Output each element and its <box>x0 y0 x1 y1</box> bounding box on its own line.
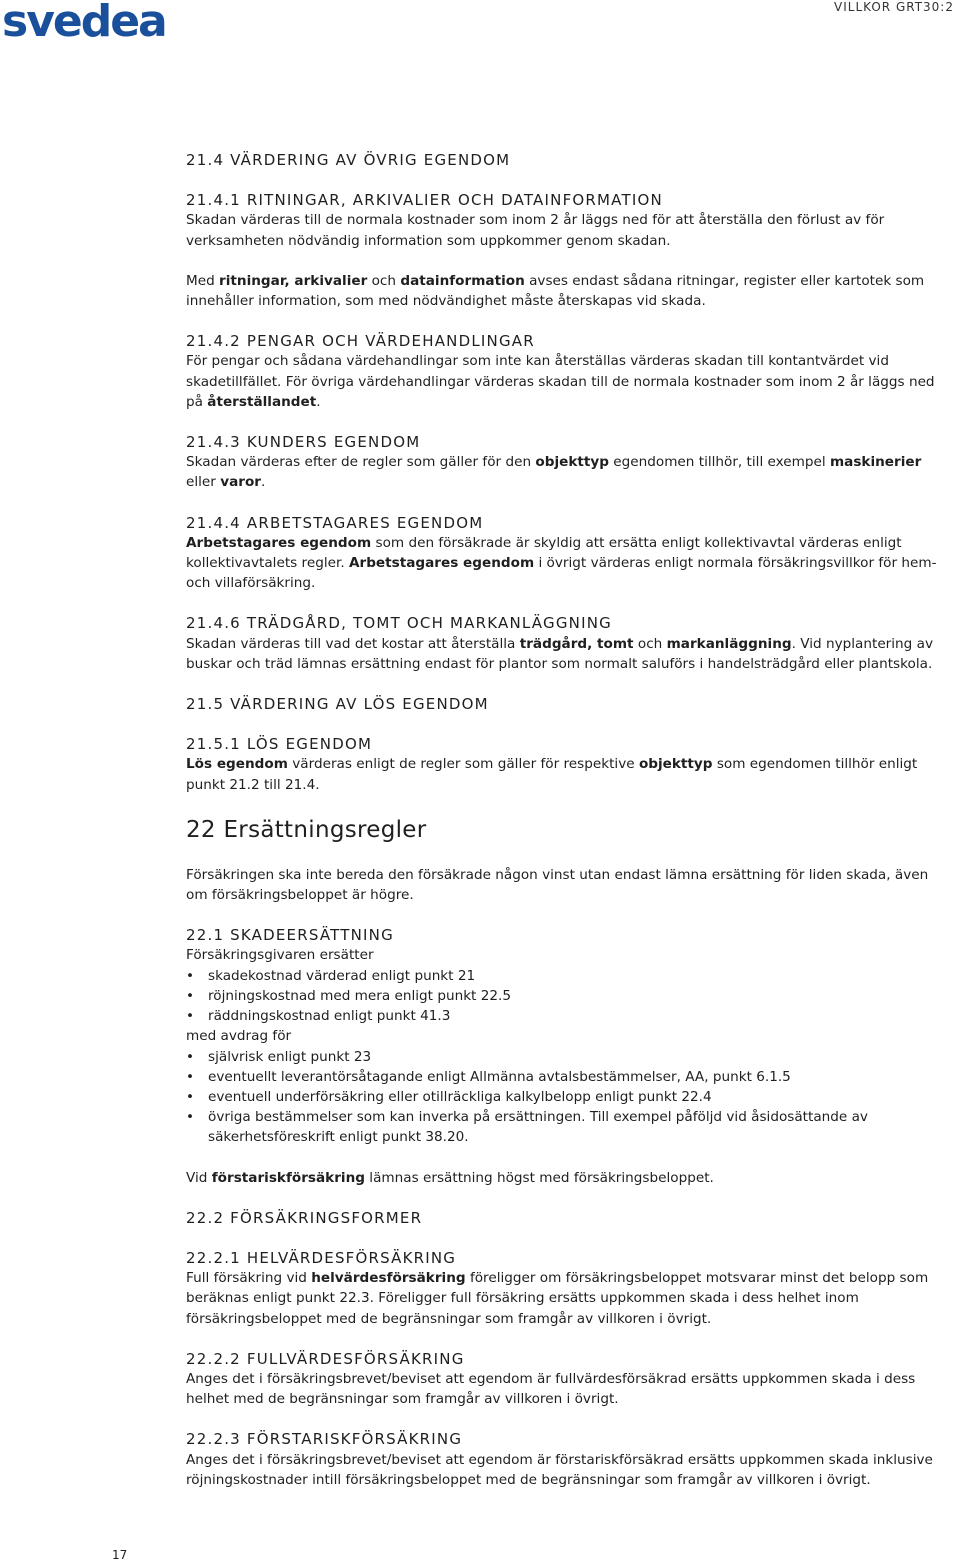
section-21-5 <box>186 694 946 714</box>
section-heading: 21.5.1 LÖS EGENDOM <box>186 735 373 754</box>
section-heading: 21.4.6 TRÄDGÅRD, TOMT OCH MARKANLÄGGNING <box>186 614 612 633</box>
section-heading: 22.2.3 FÖRSTARISKFÖRSÄKRING <box>186 1430 463 1449</box>
section-heading: 21.4.3 KUNDERS EGENDOM <box>186 433 421 452</box>
chapter-intro <box>186 865 946 905</box>
svedea-logo: svedea <box>2 0 166 47</box>
paragraph: Anges det i försäkringsbrevet/beviset att egendom är fullvärdesförsäkrad ersätts uppkommen skada i dess helhet med de begränsningar som framgår av villkoren i övrigt. <box>186 1370 916 1408</box>
paragraph: Skadan värderas till vad det kostar att återställa trädgård, tomt och markanläggning. Vid nyplantering av buskar och träd lämnas ersättning endast för plantor som normalt saluförs i handelsträdgård eller plantskola. <box>186 635 933 672</box>
paragraph: med avdrag för <box>186 1028 292 1045</box>
section-22-1 <box>186 925 946 1187</box>
list-item: • eventuell underförsäkring eller otillräckliga kalkylbelopp enligt punkt 22.4 <box>186 1087 946 1107</box>
paragraph: Skadan värderas efter de regler som gäller för den objekttyp egendomen tillhör, till exempel maskinerier eller varor. <box>186 454 922 491</box>
bullet-list <box>186 966 946 1027</box>
paragraph: Skadan värderas till de normala kostnader som inom 2 år läggs ned för att återställa den förlust av för verksamheten nödvändig information som uppkommer genom skadan. <box>186 212 885 249</box>
paragraph: Anges det i försäkringsbrevet/beviset att egendom är förstariskförsäkrad ersätts uppkommen skada inklusive röjningskostnader intill försäkringsbeloppet med de begränsningar som framgår av villkoren i övrigt. <box>186 1451 933 1488</box>
paragraph: Försäkringen ska inte bereda den försäkrade någon vinst utan endast lämna ersättning för liden skada, även om försäkringsbeloppet är högre. <box>186 866 929 904</box>
paragraph: Försäkringsgivaren ersätter <box>186 947 374 964</box>
paragraph: Full försäkring vid helvärdesförsäkring föreligger om försäkringsbeloppet motsvarar minst det belopp som beräknas enligt punkt 22.3. Föreligger full försäkring ersätts uppkommen skada i dess helhet inom försäkringsbeloppet med de begränsningar som framgår av villkoren i övrigt. <box>186 1270 929 1327</box>
page-number: 17 <box>112 1548 128 1562</box>
section-22-2 <box>186 1208 946 1228</box>
list-item: • röjningskostnad med mera enligt punkt 22.5 <box>186 986 946 1006</box>
paragraph: För pengar och sådana värdehandlingar som inte kan återställas värderas skadan till kontantvärdet vid skadetillfället. För övriga värdehandlingar värderas skadan till de normala kostnader som inom 2 år läggs ned på återställandet. <box>186 353 935 410</box>
section-heading: 22.1 SKADEERSÄTTNING <box>186 926 394 945</box>
section-heading: 21.4.2 PENGAR OCH VÄRDEHANDLINGAR <box>186 332 535 351</box>
section-21-5-1 <box>186 734 946 795</box>
section-21-4-3 <box>186 432 946 493</box>
paragraph: Lös egendom värderas enligt de regler som gäller för respektive objekttyp som egendomen tillhör enligt punkt 21.2 till 21.4. <box>186 756 918 793</box>
section-heading: 21.4.4 ARBETSTAGARES EGENDOM <box>186 513 484 532</box>
chapter-heading: 22 Ersättningsregler <box>186 816 427 843</box>
section-heading: 22.2.2 FULLVÄRDESFÖRSÄKRING <box>186 1349 465 1368</box>
list-item: • skadekostnad värderad enligt punkt 21 <box>186 966 946 986</box>
list-item: • självrisk enligt punkt 23 <box>186 1047 946 1067</box>
section-21-4-6 <box>186 613 946 674</box>
document-body <box>186 150 946 1510</box>
bullet-list <box>186 1047 946 1148</box>
paragraph: Med ritningar, arkivalier och datainformation avses endast sådana ritningar, register eller kartotek som innehåller information, som med nödvändighet måste återskapas vid skada. <box>186 272 925 310</box>
list-item: • eventuellt leverantörsåtagande enligt Allmänna avtalsbestämmelser, AA, punkt 6.1.5 <box>186 1067 946 1087</box>
section-21-4-4 <box>186 513 946 594</box>
section-heading: 21.4 VÄRDERING AV ÖVRIG EGENDOM <box>186 151 511 169</box>
document-code: VILLKOR GRT30:2 <box>834 0 954 14</box>
section-heading: 22.2 FÖRSÄKRINGSFORMER <box>186 1208 423 1227</box>
section-22-2-2 <box>186 1349 946 1410</box>
section-22-2-1 <box>186 1248 946 1329</box>
section-heading: 21.4.1 RITNINGAR, ARKIVALIER OCH DATAINFORMATION <box>186 191 663 210</box>
section-heading: 22.2.1 HELVÄRDESFÖRSÄKRING <box>186 1248 457 1267</box>
list-item: • övriga bestämmelser som kan inverka på ersättningen. Till exempel påföljd vid åsidosättande av säkerhetsföreskrift enligt punkt 38.20. <box>186 1107 946 1147</box>
section-21-4 <box>186 150 946 170</box>
section-heading: 21.5 VÄRDERING AV LÖS EGENDOM <box>186 695 489 714</box>
section-21-4-1 <box>186 190 946 311</box>
section-22-2-3 <box>186 1429 946 1490</box>
list-item: • räddningskostnad enligt punkt 41.3 <box>186 1006 946 1026</box>
paragraph: Vid förstariskförsäkring lämnas ersättning högst med försäkringsbeloppet. <box>186 1169 714 1186</box>
section-21-4-2 <box>186 331 946 412</box>
paragraph: Arbetstagares egendom som den försäkrade är skyldig att ersätta enligt kollektivavtal värderas enligt kollektivavtalets regler. Arbetstagares egendom i övrigt värderas enligt normala försäkringsvillkor för hem- och villaförsäkring. <box>186 534 937 592</box>
